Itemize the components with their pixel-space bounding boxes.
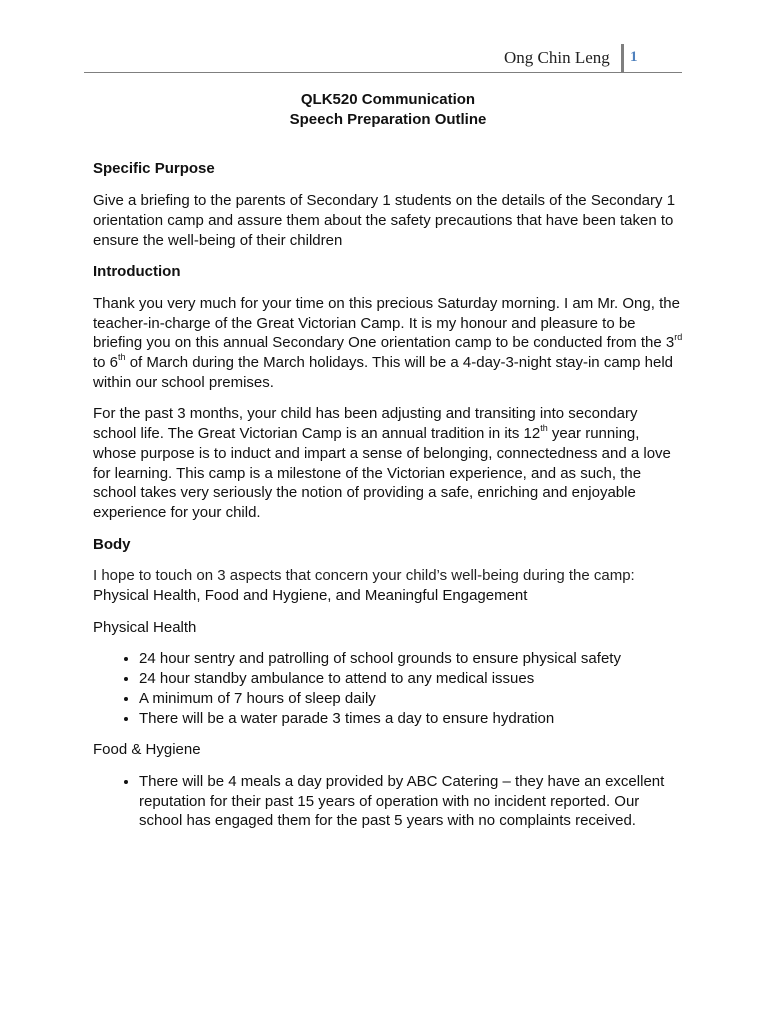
food-hygiene-label: Food & Hygiene — [93, 741, 201, 759]
specific-purpose-text: Give a briefing to the parents of Secondary 1 students on the details of the Secondary 1 orientation camp and assure them about the safety precautions that have been taken to ensure the well-being of their children — [93, 192, 676, 249]
physical-health-label: Physical Health — [93, 618, 197, 636]
page-number: 1 — [630, 49, 638, 65]
header-rule — [84, 72, 682, 73]
document-body — [93, 90, 683, 831]
food-hygiene-list — [93, 772, 683, 831]
heading-specific-purpose: Specific Purpose — [93, 160, 215, 178]
list-item: • 24 hour sentry and patrolling of school grounds to ensure physical safety — [139, 649, 683, 669]
list-item: • 24 hour standby ambulance to attend to any medical issues — [139, 669, 683, 689]
list-item: • There will be 4 meals a day provided by ABC Catering – they have an excellent reputation for their past 15 years of operation with no incident reported. Our school has engaged them for the past 5 years with no complaints received. — [139, 772, 683, 831]
list-item: • There will be a water parade 3 times a day to ensure hydration — [139, 709, 683, 729]
list-item: • A minimum of 7 hours of sleep daily — [139, 689, 683, 709]
doc-title-line2: Speech Preparation Outline — [289, 110, 487, 128]
header-divider — [621, 44, 624, 73]
body-intro: I hope to touch on 3 aspects that concern your child’s well-being during the camp: Physical Health, Food and Hygiene, and Meaningful Engagement — [93, 567, 635, 605]
heading-introduction: Introduction — [93, 263, 181, 281]
header-author: Ong Chin Leng — [504, 48, 610, 67]
physical-health-list — [93, 649, 683, 728]
doc-title-line1: QLK520 Communication — [300, 91, 476, 108]
intro-paragraph-1: Thank you very much for your time on this precious Saturday morning. I am Mr. Ong, the teacher-in-charge of the Great Victorian Camp. It is my honour and pleasure to be briefing you on this annual Secondary One orientation camp to be conducted from the 3rd to 6th of March during the March holidays. This will be a 4-day-3-night stay-in camp held within our school premises. — [93, 294, 683, 391]
heading-body: Body — [93, 535, 131, 553]
intro-paragraph-2: For the past 3 months, your child has been adjusting and transiting into secondary school life. The Great Victorian Camp is an annual tradition in its 12th year running, whose purpose is to induct and impart a sense of belonging, connectedness and a love for learning. This camp is a milestone of the Victorian experience, and as such, the school takes very seriously the notion of providing a safe, enriching and enjoyable experience for your child. — [93, 405, 671, 521]
